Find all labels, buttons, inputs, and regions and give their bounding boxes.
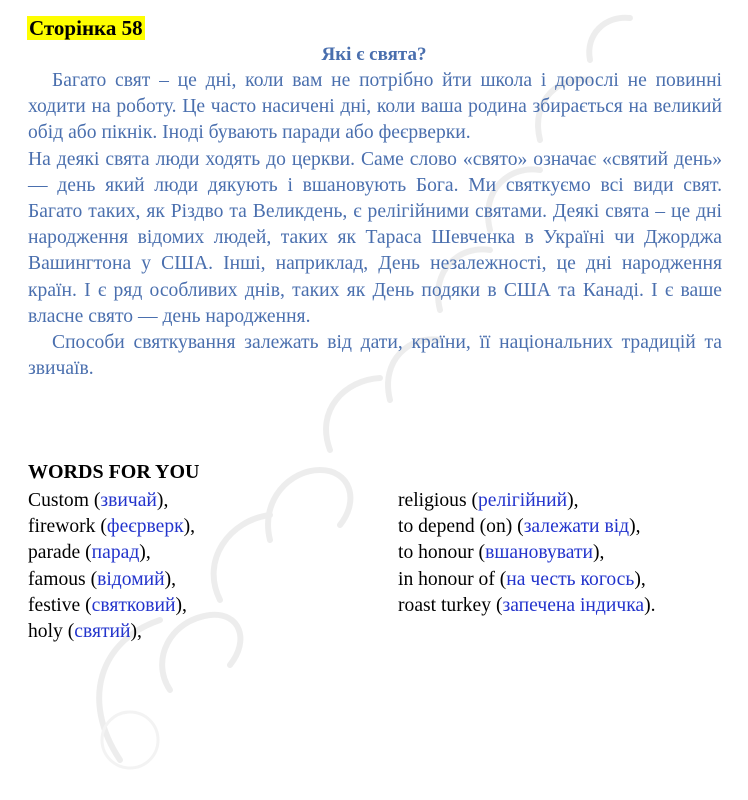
vocab-item: in honour of (на честь когось), <box>398 568 646 590</box>
vocab-item: firework (феєрверк), <box>28 516 196 538</box>
translation: релігійний <box>478 490 568 511</box>
translation: вшановувати <box>485 542 594 564</box>
reading-text <box>28 68 722 382</box>
translation: парад <box>91 542 140 564</box>
vocab-item: religious (релігійний), <box>398 490 579 511</box>
vocab-item: holy (святий), <box>28 621 142 643</box>
paragraph-1: Багато свят – це дні, коли вам не потрібно йти школа і дорослі не повинні ходити на роботу. Це часто насичені дні, коли ваша родина збирається на великий обід або пікнік. Іноді бувають паради або феєрверки. <box>28 70 722 144</box>
vocab-item: to depend (on) (залежати від), <box>398 516 641 538</box>
translation: на честь когось <box>506 568 635 590</box>
vocabulary-right-column <box>398 488 656 619</box>
translation: святковий <box>91 594 176 616</box>
paragraph-3: Способи святкування залежать від дати, країни, її національних традицій та звичаїв. <box>28 332 722 380</box>
words-heading: WORDS FOR YOU <box>28 461 200 483</box>
translation: звичай <box>100 490 157 511</box>
translation: феєрверк <box>106 516 184 538</box>
vocab-item: parade (парад), <box>28 542 151 564</box>
paragraph-2: На деякі свята люди ходять до церкви. Саме слово «свято» означає «святий день» — день який люди дякують і вшановують Бога. Ми святкуємо всі види свят. Багато таких, як Різдво та Великдень, є релігійними святами. Деякі свята – це дні народження відомих людей, таких як Тараса Шевченка в Україні чи Джорджа Вашингтона у США. Інші, наприклад, День незалежності, це дні народження країн. І є ряд особливих днів, таких як День подяки в США та Канаді. І є ваше власне свято — день народження. <box>28 148 722 327</box>
translation: залежати від <box>523 516 630 538</box>
translation: відомий <box>97 568 165 590</box>
page-number-label: Сторінка 58 <box>29 16 143 40</box>
translation: святий <box>74 621 131 643</box>
vocab-item: to honour (вшановувати), <box>398 542 605 564</box>
text-title: Які є свята? <box>321 44 427 65</box>
translation: запечена індичка <box>502 594 645 616</box>
vocab-item: Custom (звичай), <box>28 490 169 511</box>
vocab-item: famous (відомий), <box>28 568 177 590</box>
vocab-item: festive (святковий), <box>28 594 187 616</box>
vocab-item: roast turkey (запечена індичка). <box>398 594 656 616</box>
vocabulary-left-column <box>28 488 195 645</box>
